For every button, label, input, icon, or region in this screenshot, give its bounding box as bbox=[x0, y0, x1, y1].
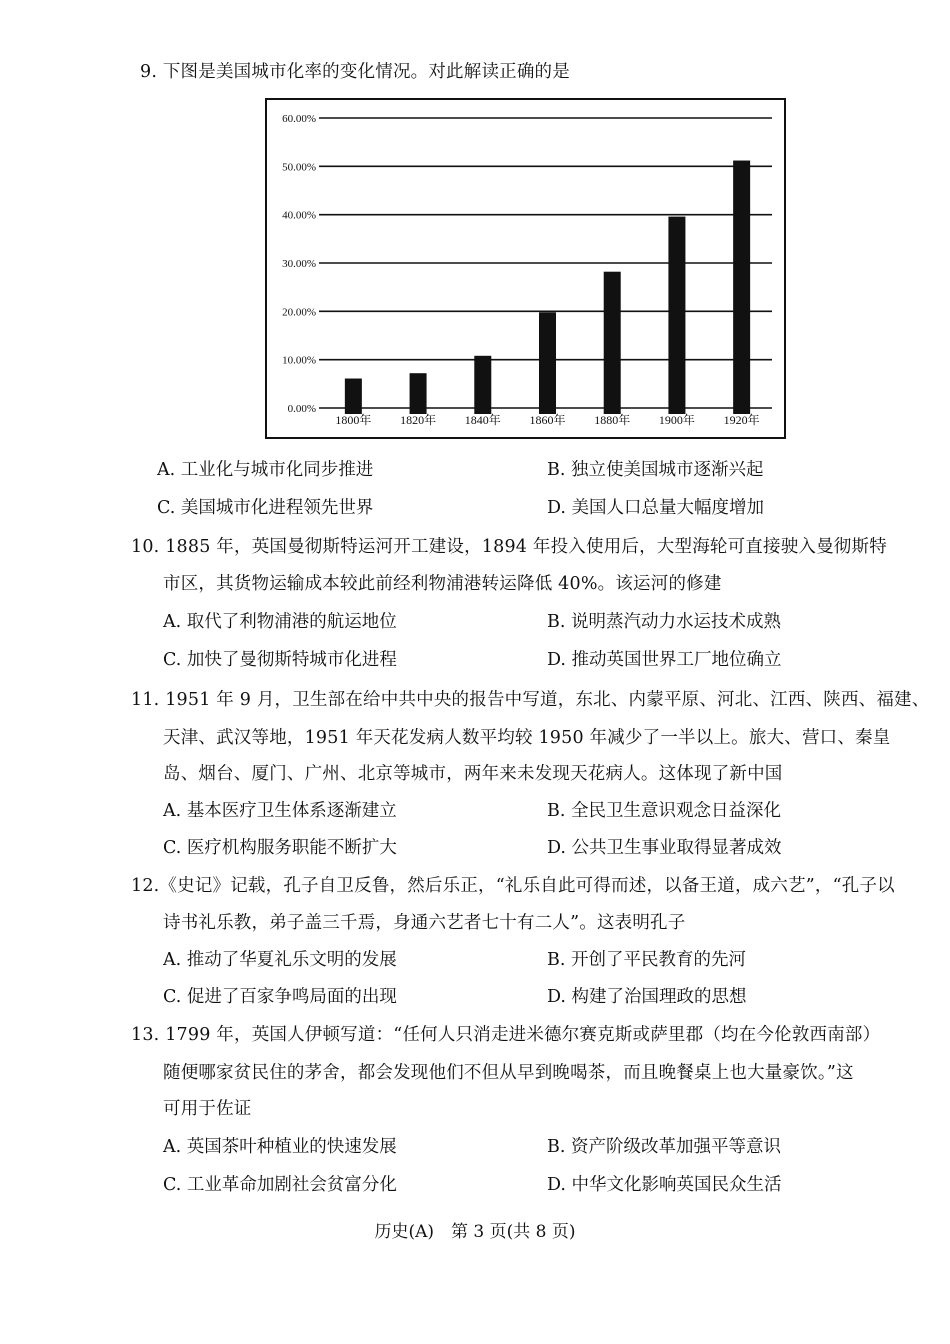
q10-option-b[interactable]: B. 说明蒸汽动力水运技术成熟 bbox=[547, 612, 781, 632]
q10-option-d[interactable]: D. 推动英国世界工厂地位确立 bbox=[547, 650, 782, 670]
q9-option-c[interactable]: C. 美国城市化进程领先世界 bbox=[157, 498, 374, 518]
x-tick-label: 1800年 bbox=[335, 413, 372, 427]
bar-1860年 bbox=[539, 312, 556, 414]
bar-1900年 bbox=[668, 217, 685, 414]
q12-stem-line1: 12.《史记》记载，孔子自卫反鲁，然后乐正，“礼乐自此可得而述，以备王道，成六艺”，“孔子以 bbox=[131, 876, 895, 896]
x-tick-label: 1920年 bbox=[723, 413, 760, 427]
bar-1920年 bbox=[733, 161, 750, 414]
q12-option-c[interactable]: C. 促进了百家争鸣局面的出现 bbox=[163, 987, 397, 1007]
y-tick-label: 40.00% bbox=[282, 209, 316, 222]
q9-option-a[interactable]: A. 工业化与城市化同步推进 bbox=[157, 460, 374, 480]
urbanization-bar-chart bbox=[265, 98, 786, 439]
q10-stem-line1: 10. 1885 年，英国曼彻斯特运河开工建设，1894 年投入使用后，大型海轮可直接驶入曼彻斯特 bbox=[131, 537, 887, 557]
q11-option-c[interactable]: C. 医疗机构服务职能不断扩大 bbox=[163, 838, 397, 858]
x-tick-label: 1840年 bbox=[464, 413, 501, 427]
q11-stem-line1: 11. 1951 年 9 月，卫生部在给中共中央的报告中写道，东北、内蒙平原、河北、江西、陕西、福建、 bbox=[131, 690, 930, 710]
q11-stem-line3: 岛、烟台、厦门、广州、北京等城市，两年来未发现天花病人。这体现了新中国 bbox=[163, 764, 783, 784]
x-tick-label: 1900年 bbox=[658, 413, 695, 427]
q9-option-d[interactable]: D. 美国人口总量大幅度增加 bbox=[547, 498, 765, 518]
page-footer: 历史(A) 第 3 页(共 8 页) bbox=[374, 1222, 576, 1242]
bar-1820年 bbox=[410, 373, 427, 414]
bar-1800年 bbox=[345, 379, 362, 414]
y-tick-label: 30.00% bbox=[282, 258, 316, 270]
q13-option-c[interactable]: C. 工业革命加剧社会贫富分化 bbox=[163, 1175, 397, 1195]
y-tick-label: 10.00% bbox=[282, 354, 316, 367]
q13-stem-line3: 可用于佐证 bbox=[163, 1099, 252, 1119]
q13-option-b[interactable]: B. 资产阶级改革加强平等意识 bbox=[547, 1137, 781, 1157]
q9-stem: 9. 下图是美国城市化率的变化情况。对此解读正确的是 bbox=[140, 62, 570, 82]
y-tick-label: 50.00% bbox=[282, 161, 316, 174]
q10-stem-line2: 市区，其货物运输成本较此前经利物浦港转运降低 40%。该运河的修建 bbox=[163, 574, 722, 594]
y-tick-label: 20.00% bbox=[282, 306, 316, 319]
q11-stem-line2: 天津、武汉等地，1951 年天花发病人数平均较 1950 年减少了一半以上。旅大、营口、秦皇 bbox=[163, 728, 891, 748]
q12-option-a[interactable]: A. 推动了华夏礼乐文明的发展 bbox=[163, 950, 397, 970]
x-tick-label: 1860年 bbox=[529, 413, 566, 427]
q9-option-b[interactable]: B. 独立使美国城市逐渐兴起 bbox=[547, 460, 764, 480]
x-tick-label: 1880年 bbox=[594, 413, 631, 427]
chart-svg bbox=[267, 100, 784, 437]
q13-stem-line2: 随便哪家贫民住的茅舍，都会发现他们不但从早到晚喝茶，而且晚餐桌上也大量豪饮。”这 bbox=[163, 1063, 854, 1083]
q12-stem-line2: 诗书礼乐教，弟子盖三千焉，身通六艺者七十有二人”。这表明孔子 bbox=[163, 913, 686, 933]
bar-1840年 bbox=[474, 356, 491, 414]
q10-option-c[interactable]: C. 加快了曼彻斯特城市化进程 bbox=[163, 650, 397, 670]
q11-option-d[interactable]: D. 公共卫生事业取得显著成效 bbox=[547, 838, 782, 858]
q13-stem-line1: 13. 1799 年，英国人伊顿写道：“任何人只消走进米德尔赛克斯或萨里郡（均在今伦敦西南部） bbox=[131, 1025, 881, 1045]
q12-option-b[interactable]: B. 开创了平民教育的先河 bbox=[547, 950, 746, 970]
bar-1880年 bbox=[604, 272, 621, 414]
x-tick-label: 1820年 bbox=[400, 413, 437, 427]
q13-option-a[interactable]: A. 英国茶叶种植业的快速发展 bbox=[163, 1137, 397, 1157]
q10-option-a[interactable]: A. 取代了利物浦港的航运地位 bbox=[163, 612, 397, 632]
y-tick-label: 0.00% bbox=[287, 403, 316, 415]
q11-option-b[interactable]: B. 全民卫生意识观念日益深化 bbox=[547, 801, 781, 821]
q11-option-a[interactable]: A. 基本医疗卫生体系逐渐建立 bbox=[163, 801, 397, 821]
q12-option-d[interactable]: D. 构建了治国理政的思想 bbox=[547, 987, 747, 1007]
q13-option-d[interactable]: D. 中华文化影响英国民众生活 bbox=[547, 1175, 782, 1195]
y-tick-label: 60.00% bbox=[282, 113, 316, 125]
